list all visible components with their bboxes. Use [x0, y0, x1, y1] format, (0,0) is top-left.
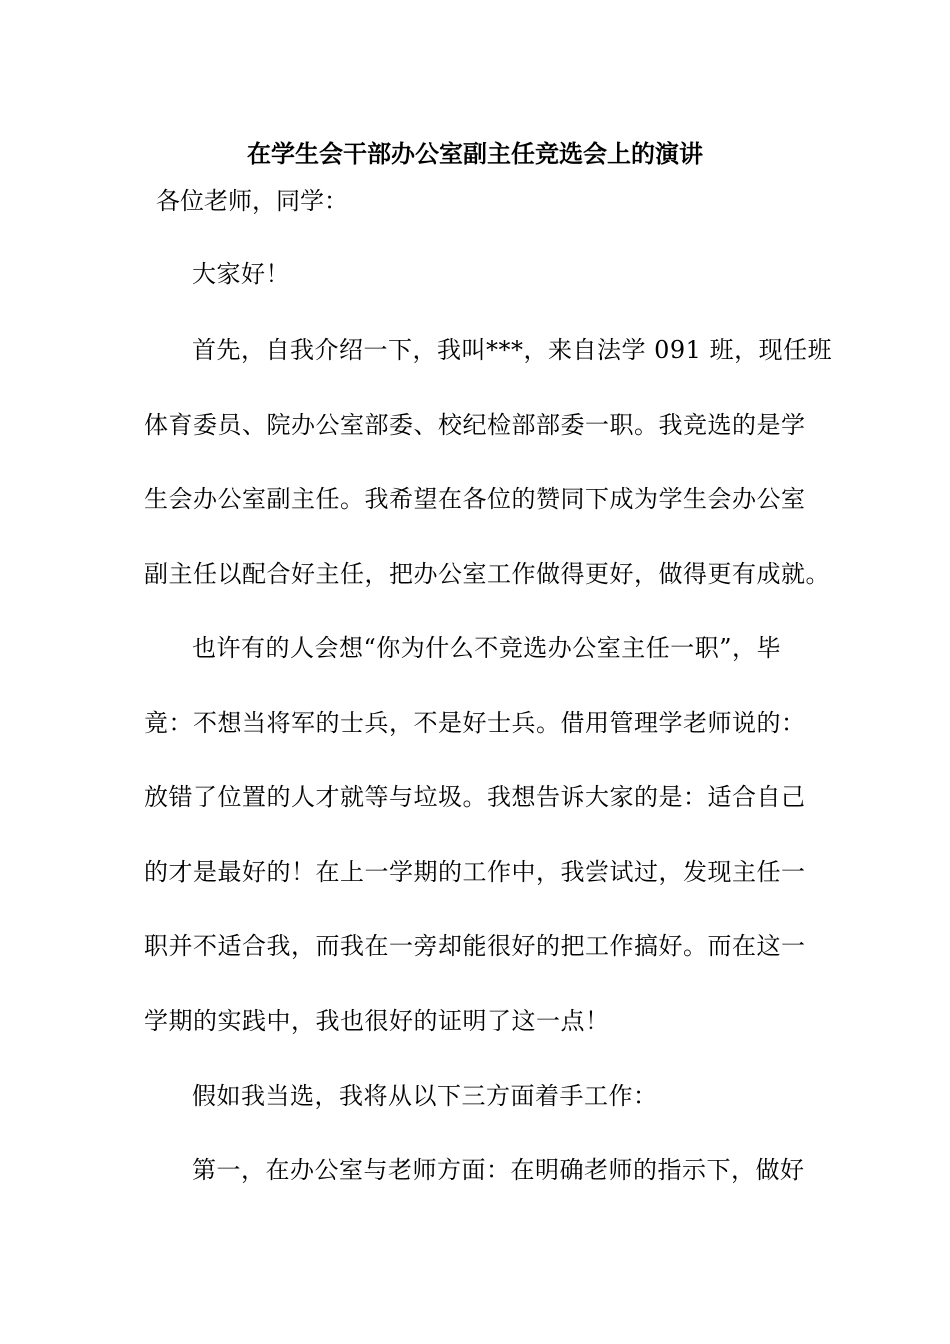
paragraph-line: 竟：不想当将军的士兵，不是好士兵。借用管理学老师说的： [144, 709, 806, 737]
paragraph-line: 职并不适合我，而我在一旁却能很好的把工作搞好。而在这一 [144, 932, 806, 960]
paragraph-greeting: 大家好！ [192, 260, 290, 288]
paragraph-line: 学期的实践中，我也很好的证明了这一点！ [144, 1007, 610, 1035]
paragraph-line: 也许有的人会想“你为什么不竞选办公室主任一职”，毕 [192, 634, 782, 662]
paragraph-line: 生会办公室副主任。我希望在各位的赞同下成为学生会办公室 [144, 485, 806, 513]
paragraph-line: 放错了位置的人才就等与垃圾。我想告诉大家的是：适合自己 [144, 783, 806, 811]
paragraph-line: 假如我当选，我将从以下三方面着手工作： [192, 1082, 658, 1110]
salutation: 各位老师，同学： [156, 187, 348, 215]
paragraph-line: 体育委员、院办公室部委、校纪检部部委一职。我竞选的是学 [144, 411, 806, 439]
paragraph-line: 第一，在办公室与老师方面：在明确老师的指示下，做好 [192, 1156, 805, 1184]
paragraph-line: 的才是最好的！在上一学期的工作中，我尝试过，发现主任一 [144, 858, 806, 886]
paragraph-line: 副主任以配合好主任，把办公室工作做得更好，做得更有成就。 [144, 560, 830, 588]
paragraph-line: 首先，自我介绍一下，我叫***，来自法学 091 班，现任班 [192, 336, 833, 364]
document-title: 在学生会干部办公室副主任竞选会上的演讲 [247, 139, 703, 168]
